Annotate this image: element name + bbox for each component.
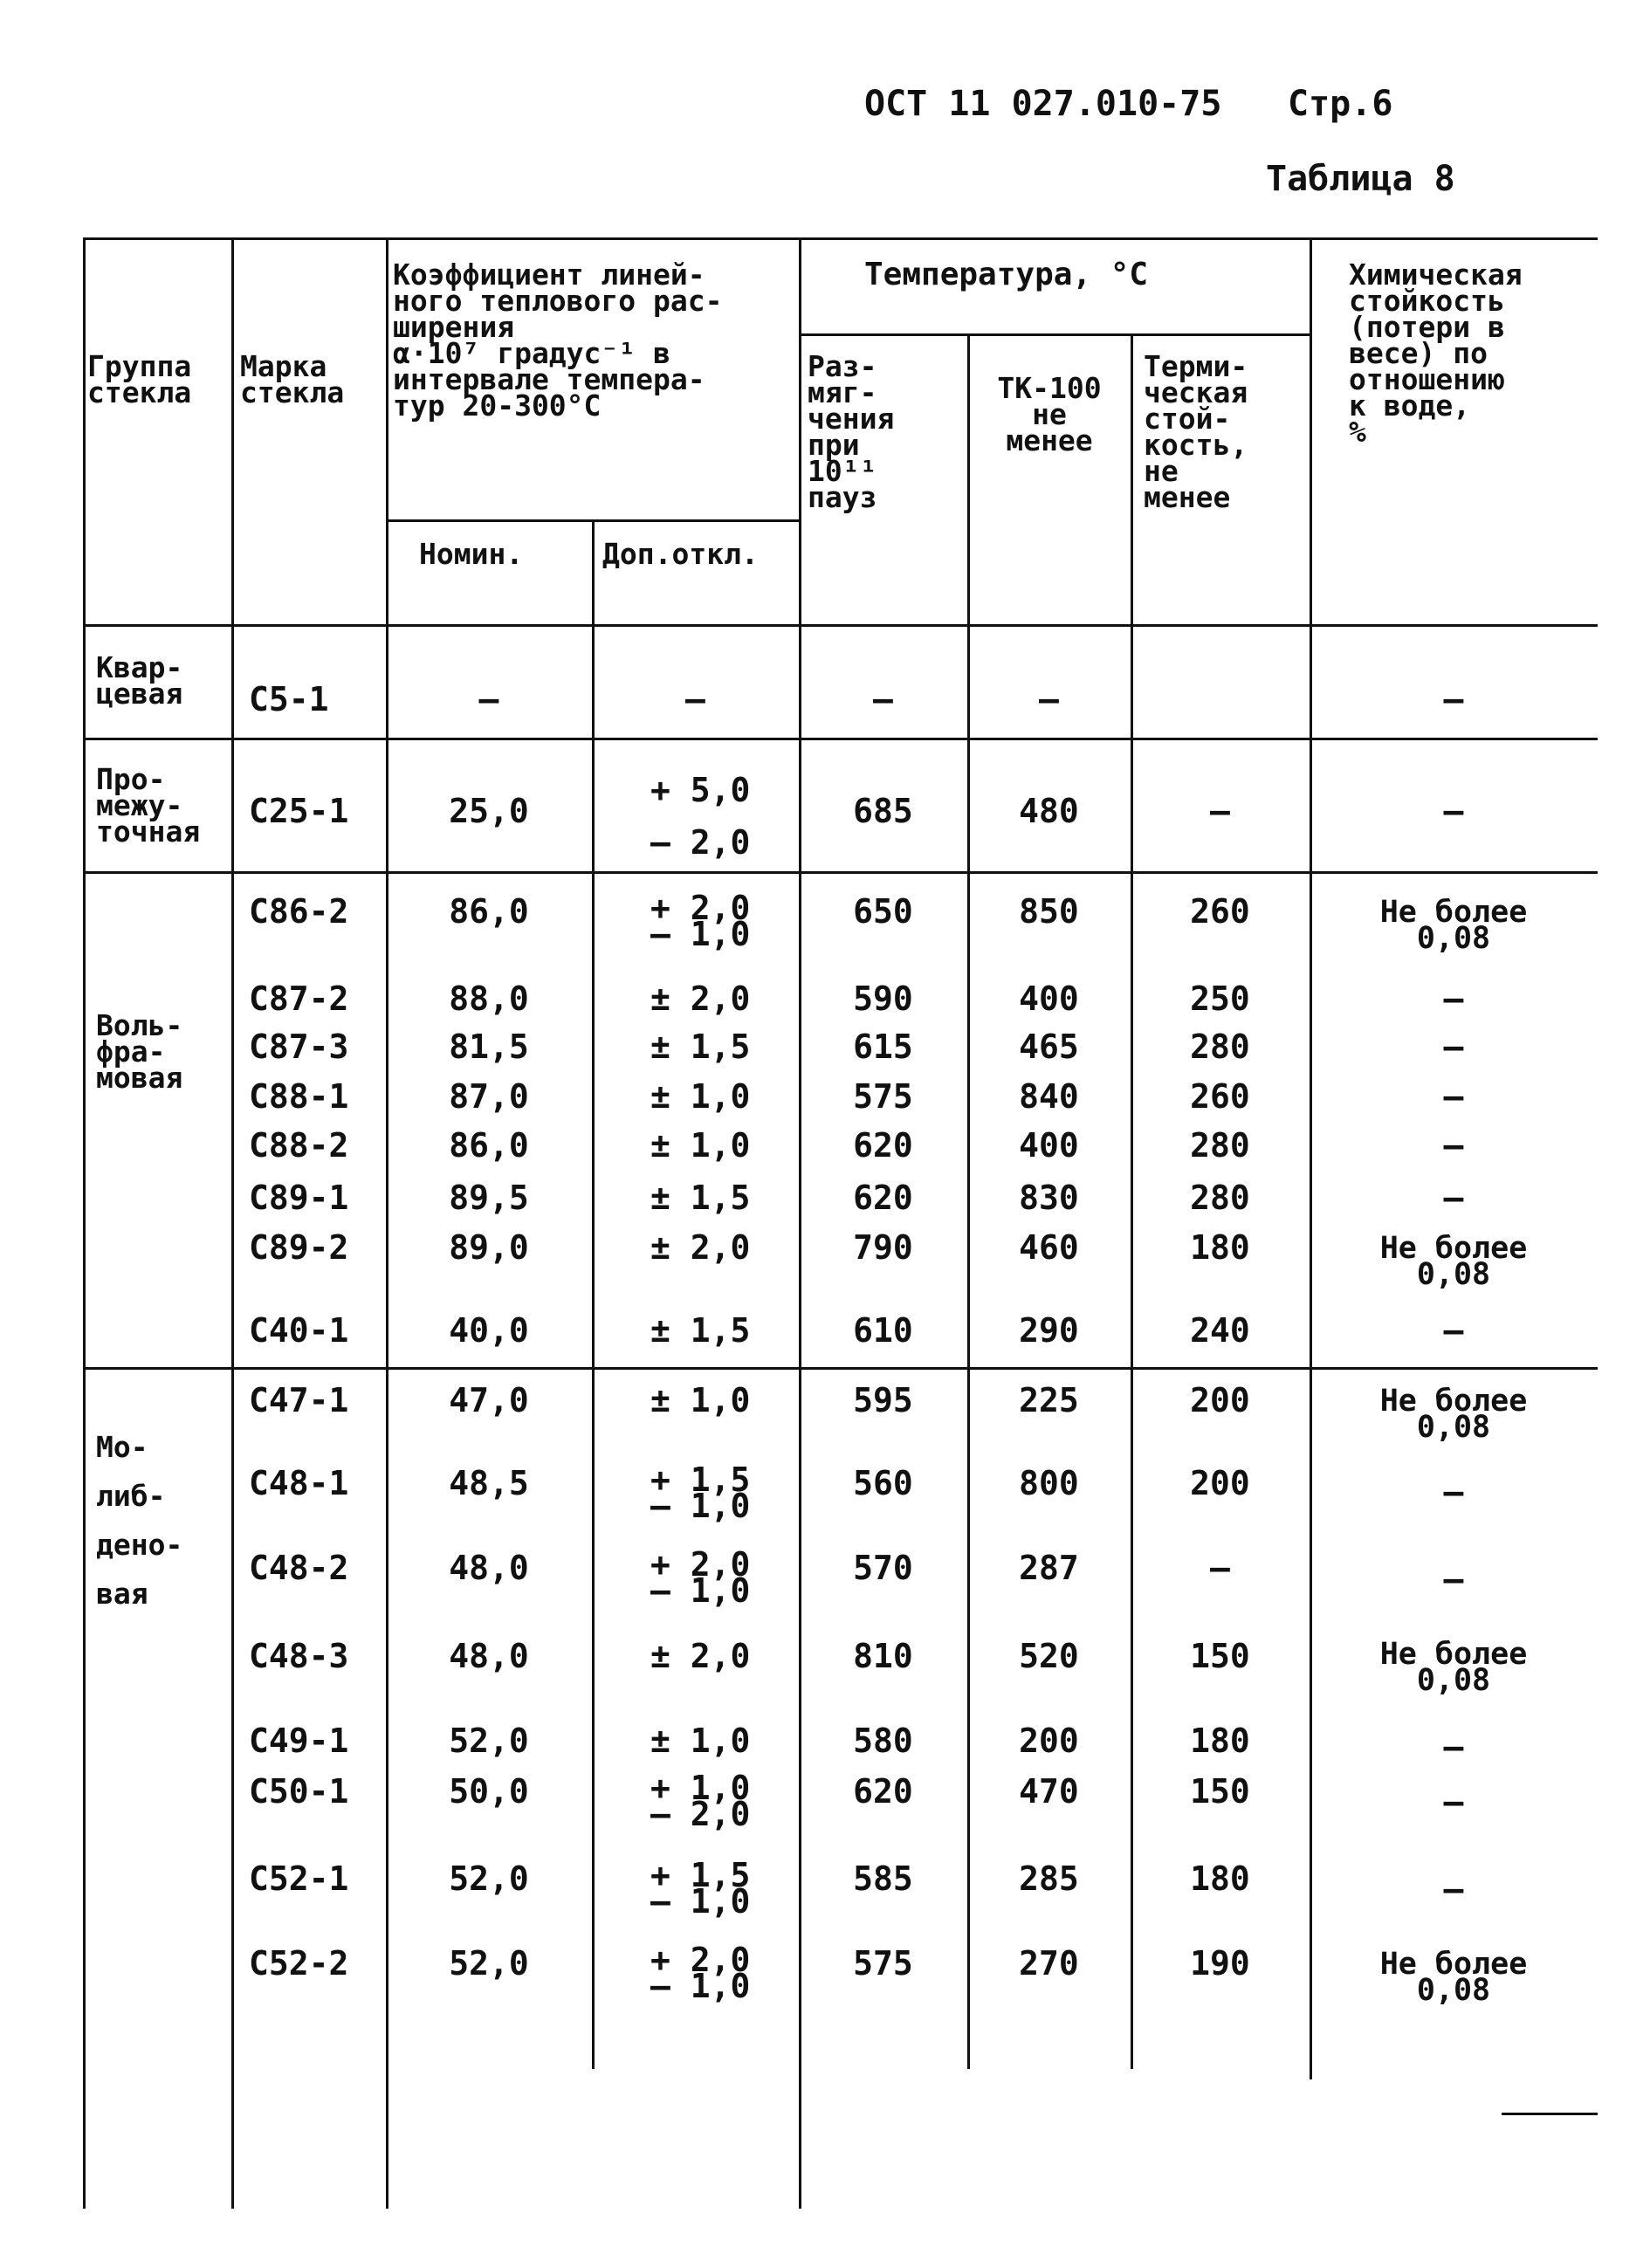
cell-thermal: 180: [1190, 1859, 1250, 1898]
cell-nominal: 81,5: [449, 1027, 529, 1066]
cell-softening: 580: [853, 1722, 913, 1760]
cell-chemical: –: [1443, 1077, 1464, 1116]
cell-deviation: + 2,0 – 1,0: [650, 1941, 751, 2005]
cell-nominal: 25,0: [449, 792, 529, 830]
cell-chemical: –: [1443, 1870, 1464, 1908]
cell-tk100: 225: [1019, 1381, 1079, 1419]
col-line-0: [83, 237, 86, 2209]
cell-brand: С50-1: [249, 1772, 349, 1811]
cell-chemical: –: [1443, 680, 1464, 718]
cell-thermal: 200: [1190, 1381, 1250, 1419]
cell-deviation: ± 1,0: [650, 1126, 751, 1165]
cell-tk100: 830: [1019, 1179, 1079, 1217]
cell-softening: 620: [853, 1772, 913, 1811]
cell-tk100: 850: [1019, 892, 1079, 931]
cell-tk100: 290: [1019, 1311, 1079, 1350]
cell-softening: 620: [853, 1179, 913, 1217]
header-bottom-border: [83, 624, 1598, 627]
cell-deviation: + 5,0 – 2,0: [650, 771, 751, 862]
cell-tk100: 400: [1019, 979, 1079, 1018]
cell-softening: 590: [853, 979, 913, 1018]
header-thermal-stability: Терми- ческая стой- кость, не менее: [1144, 349, 1248, 514]
table-label: Таблица 8: [1266, 159, 1455, 199]
row-divider-quartz: [83, 738, 1598, 740]
cell-deviation: ± 1,5: [650, 1027, 751, 1066]
cell-nominal: 40,0: [449, 1311, 529, 1350]
cell-nominal: 48,5: [449, 1464, 529, 1502]
cell-nominal: 52,0: [449, 1944, 529, 1983]
cell-softening: 810: [853, 1637, 913, 1675]
cell-deviation: –: [685, 680, 705, 718]
cell-nominal: 89,0: [449, 1228, 529, 1267]
cell-brand: С40-1: [249, 1311, 349, 1350]
header-brand: Марка стекла: [240, 349, 345, 409]
group-intermediate: Про- межу- точная: [96, 762, 201, 849]
cell-brand: С48-1: [249, 1464, 349, 1502]
cell-tk100: 285: [1019, 1859, 1079, 1898]
col-line-2: [386, 237, 388, 2209]
cell-chemical: Не более 0,08: [1379, 1947, 1528, 2008]
cell-nominal: 86,0: [449, 892, 529, 931]
cell-softening: 575: [853, 1077, 913, 1116]
cell-thermal: 260: [1190, 892, 1250, 931]
cell-nominal: 87,0: [449, 1077, 529, 1116]
cell-softening: 685: [853, 792, 913, 830]
cell-softening: 610: [853, 1311, 913, 1350]
cell-tk100: 460: [1019, 1228, 1079, 1267]
cell-chemical: Не более 0,08: [1379, 1231, 1528, 1292]
cell-tk100: 470: [1019, 1772, 1079, 1811]
cell-brand: С87-2: [249, 979, 349, 1018]
cell-softening: 585: [853, 1859, 913, 1898]
cell-nominal: 52,0: [449, 1859, 529, 1898]
cell-tk100: 480: [1019, 792, 1079, 830]
col-line-3: [592, 519, 595, 2069]
cell-deviation: ± 1,5: [650, 1311, 751, 1350]
cell-brand: С47-1: [249, 1381, 349, 1419]
header-chemical-stability: Химическая стойкость (потери в весе) по отношению к воде, %: [1349, 258, 1523, 449]
cell-thermal: 250: [1190, 979, 1250, 1018]
cell-brand: С48-3: [249, 1637, 349, 1675]
cell-tk100: 200: [1019, 1722, 1079, 1760]
cell-brand: С88-1: [249, 1077, 349, 1116]
cell-tk100: 465: [1019, 1027, 1079, 1066]
group-molybdenum: Мо- либ- дено- вая: [96, 1430, 183, 1611]
cell-chemical: –: [1443, 1311, 1464, 1350]
group-quartz: Квар- цевая: [96, 650, 183, 711]
cell-chemical: –: [1443, 792, 1464, 830]
cell-chemical: –: [1443, 1126, 1464, 1165]
cell-deviation: ± 2,0: [650, 1228, 751, 1267]
cell-tk100: 520: [1019, 1637, 1079, 1675]
cell-softening: 595: [853, 1381, 913, 1419]
cell-thermal: 280: [1190, 1027, 1250, 1066]
cell-chemical: –: [1443, 1783, 1464, 1821]
cell-tk100: 840: [1019, 1077, 1079, 1116]
cell-nominal: 50,0: [449, 1772, 529, 1811]
cell-deviation: + 2,0 – 1,0: [650, 889, 751, 953]
cell-chemical: –: [1443, 1027, 1464, 1066]
cell-tk100: 800: [1019, 1464, 1079, 1502]
cell-deviation: + 2,0 – 1,0: [650, 1545, 751, 1610]
table-top-border: [83, 237, 1598, 240]
cell-thermal: –: [1210, 792, 1230, 830]
cell-deviation: + 1,5 – 1,0: [650, 1856, 751, 1921]
cell-tk100: –: [1039, 680, 1059, 718]
cell-deviation: ± 1,0: [650, 1722, 751, 1760]
cell-nominal: –: [478, 680, 499, 718]
cell-tk100: 400: [1019, 1126, 1079, 1165]
cell-softening: 620: [853, 1126, 913, 1165]
cell-softening: 570: [853, 1549, 913, 1587]
cell-brand: С89-1: [249, 1179, 349, 1217]
cell-brand: С86-2: [249, 892, 349, 931]
cell-nominal: 86,0: [449, 1126, 529, 1165]
header-softening: Раз- мяг- чения при 10¹¹ пауз: [808, 349, 895, 514]
cell-thermal: 150: [1190, 1637, 1250, 1675]
header-tk100: ТК-100 не менее: [997, 371, 1102, 457]
cell-softening: 790: [853, 1228, 913, 1267]
cell-nominal: 47,0: [449, 1381, 529, 1419]
row-divider-intermediate: [83, 871, 1598, 874]
cell-thermal: 150: [1190, 1772, 1250, 1811]
cell-brand: С52-1: [249, 1859, 349, 1898]
cell-deviation: + 1,5 – 1,0: [650, 1460, 751, 1525]
cell-brand: С25-1: [249, 792, 349, 830]
cell-thermal: 200: [1190, 1464, 1250, 1502]
header-coef-nominal: Номин.: [419, 537, 524, 571]
cell-brand: С52-2: [249, 1944, 349, 1983]
cell-chemical: –: [1443, 1179, 1464, 1217]
cell-chemical: –: [1443, 979, 1464, 1018]
cell-deviation: ± 1,5: [650, 1179, 751, 1217]
cell-softening: –: [873, 680, 893, 718]
cell-thermal: –: [1210, 1549, 1230, 1587]
cell-chemical: Не более 0,08: [1379, 895, 1528, 956]
cell-tk100: 270: [1019, 1944, 1079, 1983]
col-line-4: [799, 237, 801, 2209]
cell-thermal: 190: [1190, 1944, 1250, 1983]
cell-thermal: 280: [1190, 1179, 1250, 1217]
header-group: Группа стекла: [87, 349, 192, 409]
cell-chemical: –: [1443, 1473, 1464, 1511]
cell-deviation: ± 1,0: [650, 1077, 751, 1116]
cell-nominal: 48,0: [449, 1637, 529, 1675]
cell-thermal: 260: [1190, 1077, 1250, 1116]
cell-brand: С88-2: [249, 1126, 349, 1165]
cell-nominal: 88,0: [449, 979, 529, 1018]
cell-chemical: Не более 0,08: [1379, 1384, 1528, 1445]
cell-deviation: ± 2,0: [650, 979, 751, 1018]
cell-chemical: Не более 0,08: [1379, 1637, 1528, 1698]
cell-thermal: 180: [1190, 1228, 1250, 1267]
cell-brand: С89-2: [249, 1228, 349, 1267]
page-number: Стр.6: [1288, 84, 1393, 124]
group-tungsten: Воль- фра- мовая: [96, 1008, 183, 1095]
table-end-mark: [1502, 2113, 1598, 2115]
cell-nominal: 52,0: [449, 1722, 529, 1760]
cell-nominal: 89,5: [449, 1179, 529, 1217]
cell-chemical: –: [1443, 1560, 1464, 1598]
cell-thermal: 280: [1190, 1126, 1250, 1165]
header-coef: Коэффициент линей- ного теплового рас- ширения α·10⁷ градус⁻¹ в интервале темпера- тур 20-300°С: [393, 258, 723, 423]
header-coef-deviation: Доп.откл.: [602, 537, 759, 571]
cell-deviation: + 1,0 – 2,0: [650, 1769, 751, 1833]
cell-softening: 650: [853, 892, 913, 931]
cell-brand: С49-1: [249, 1722, 349, 1760]
cell-chemical: –: [1443, 1728, 1464, 1766]
cell-nominal: 48,0: [449, 1549, 529, 1587]
cell-softening: 575: [853, 1944, 913, 1983]
header-temperature: Температура, °С: [864, 257, 1149, 292]
cell-deviation: ± 1,0: [650, 1381, 751, 1419]
cell-deviation: ± 2,0: [650, 1637, 751, 1675]
cell-softening: 615: [853, 1027, 913, 1066]
cell-brand: С5-1: [249, 680, 329, 718]
cell-thermal: 180: [1190, 1722, 1250, 1760]
cell-brand: С48-2: [249, 1549, 349, 1587]
cell-tk100: 287: [1019, 1549, 1079, 1587]
temperature-divider: [799, 333, 1310, 336]
standard-code: ОСТ 11 027.010-75: [864, 84, 1222, 124]
cell-brand: С87-3: [249, 1027, 349, 1066]
cell-thermal: 240: [1190, 1311, 1250, 1350]
col-line-1: [231, 237, 234, 2209]
cell-softening: 560: [853, 1464, 913, 1502]
row-divider-tungsten: [83, 1367, 1598, 1370]
